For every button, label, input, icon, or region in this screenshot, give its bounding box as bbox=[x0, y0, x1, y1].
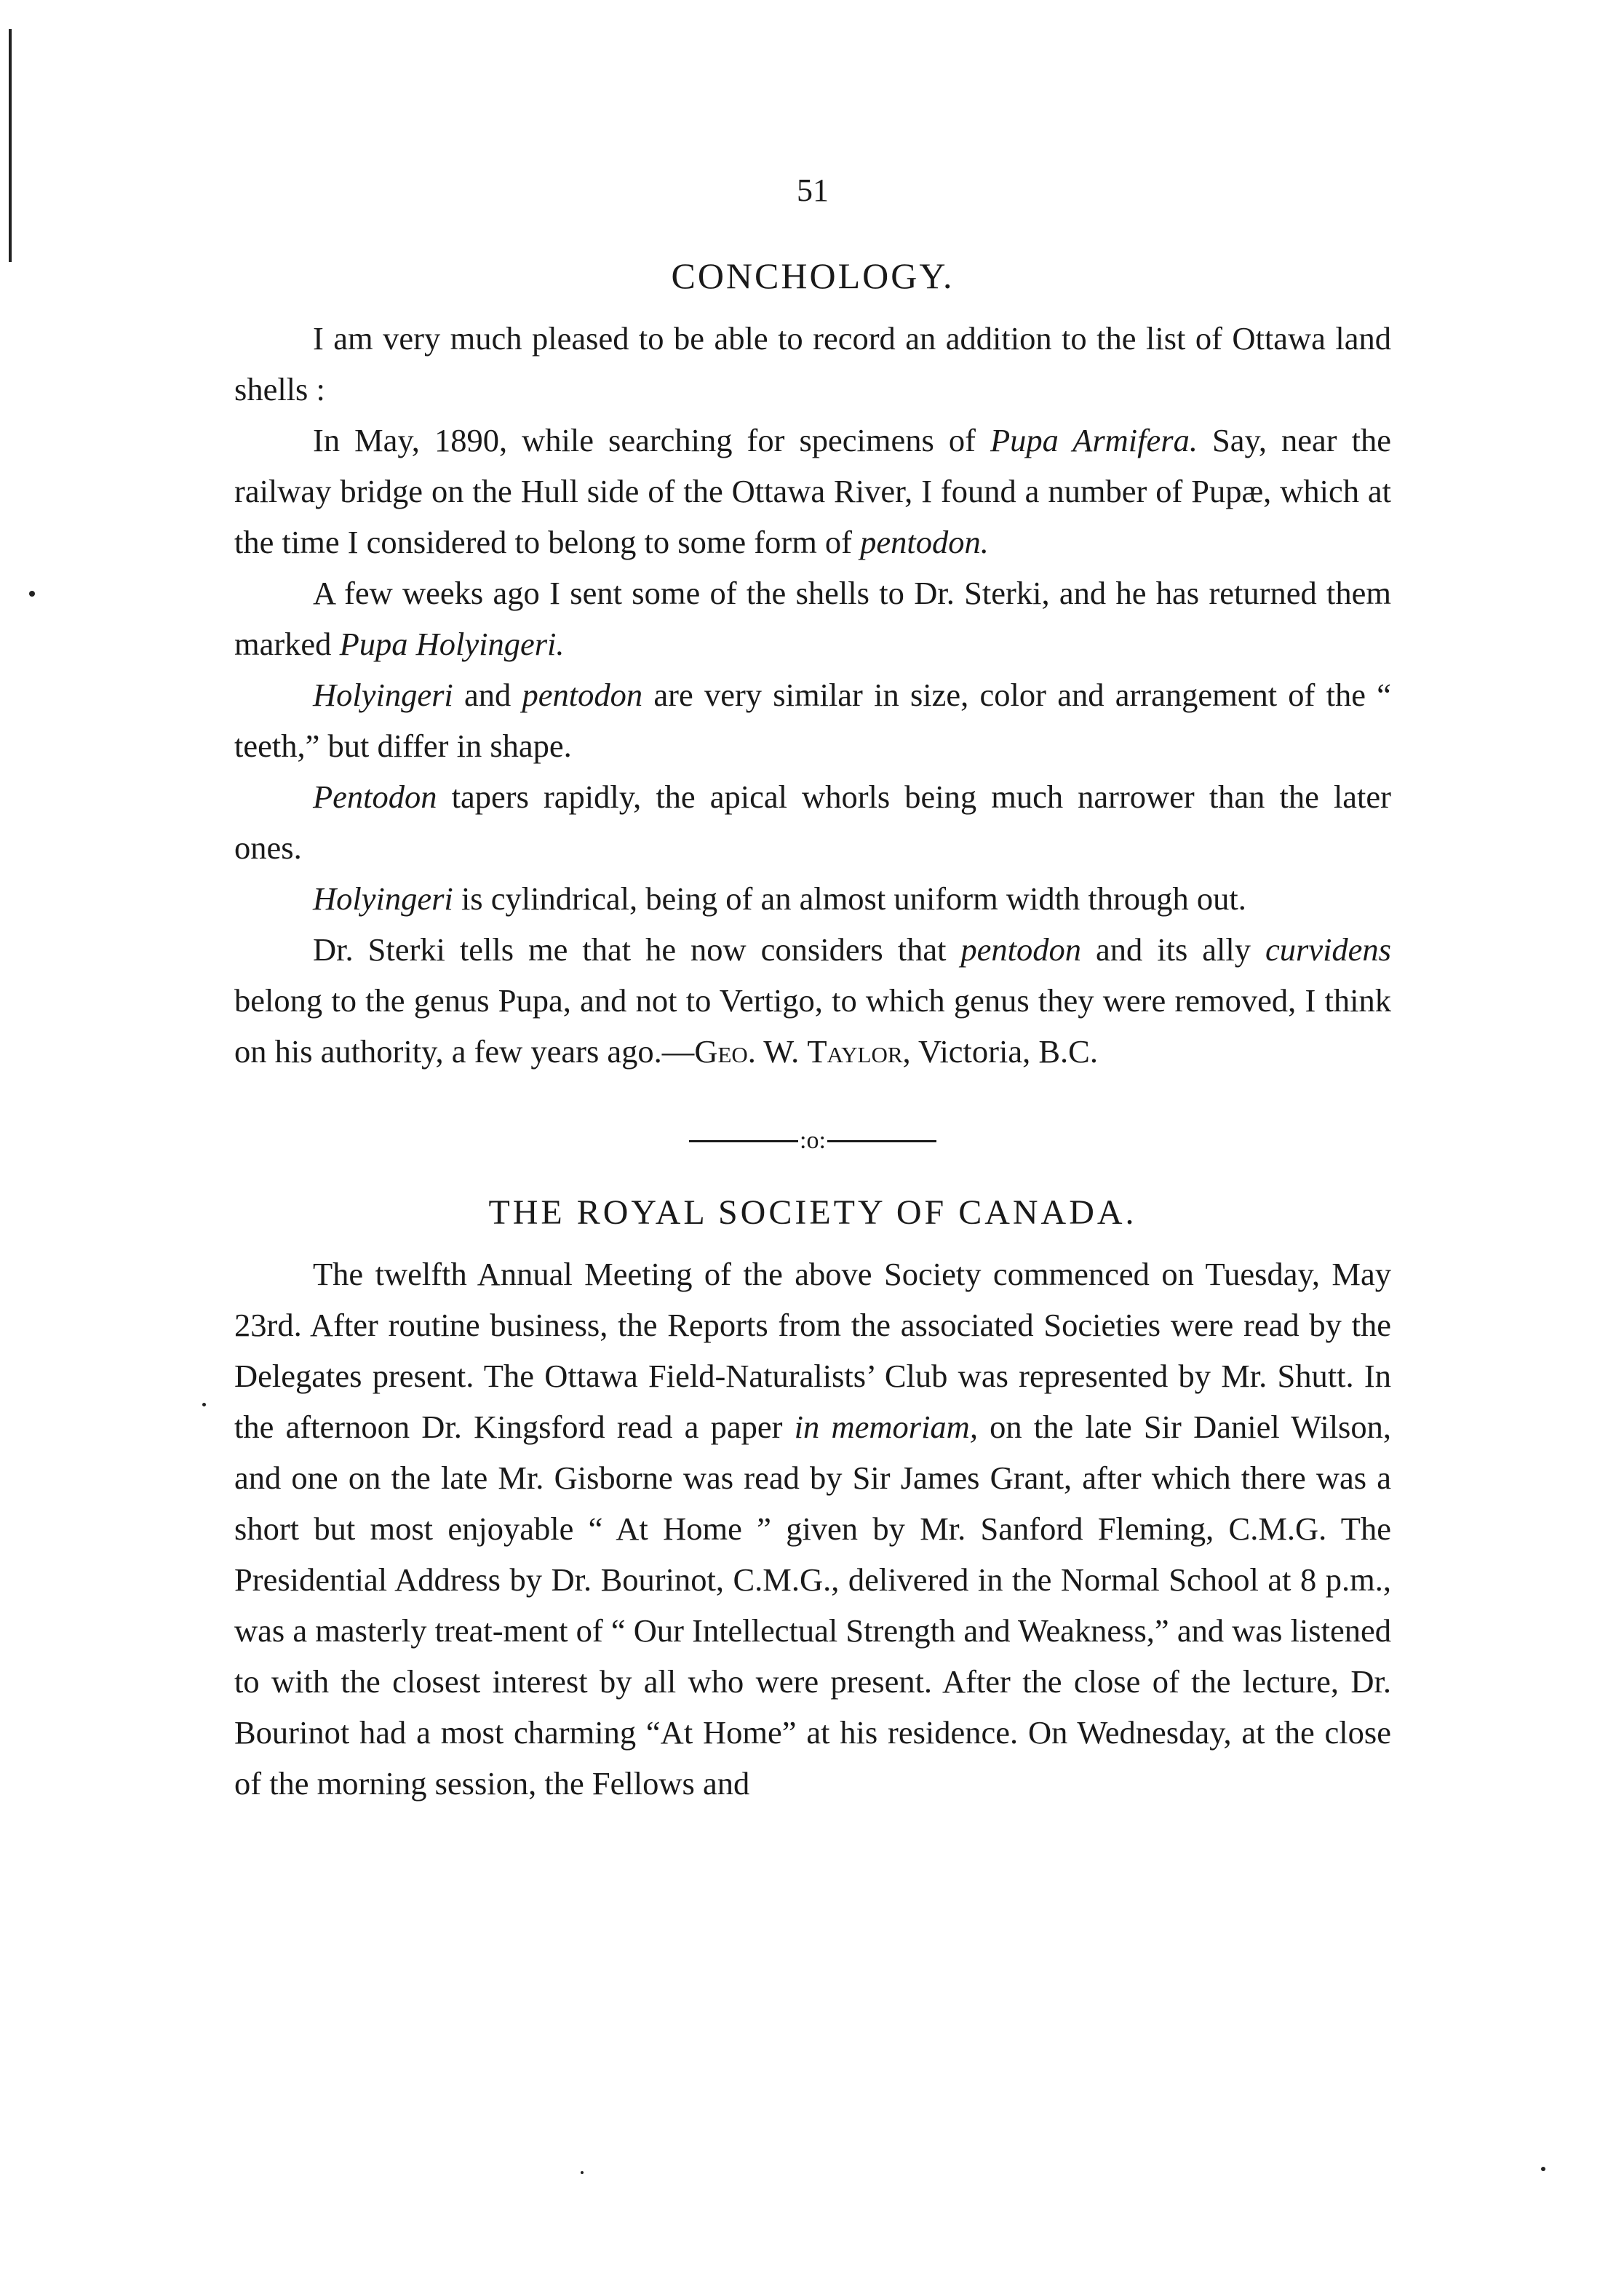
text-run: , Victoria, B.C. bbox=[902, 1033, 1098, 1070]
text-run: Say, near the railway bridge on the Hull side of the Ottawa River, I found a number of Pupæ, which at the time I considered to belong to some form of bbox=[234, 422, 1391, 560]
paragraph bbox=[234, 568, 1391, 669]
paragraph bbox=[234, 873, 1391, 924]
paragraph bbox=[234, 415, 1391, 568]
text-run: on the late Sir Daniel Wilson, and one on the late Mr. Gisborne was read by Sir James Grant, after which there was a short but most enjoyable “ At Home ” given by Mr. Sanford Fleming, C.M.G. The Presidential Address by Dr. Bourinot, C.M.G., delivered in the Normal School at 8 p.m., was a masterly treat-ment of “ Our Intellectual Strength and Weakness,” and was listened to with the closest interest by all who were present. After the close of the lecture, Dr. Bourinot had a most charming “At Home” at his residence. On Wednesday, at the close of the morning session, the Fellows and bbox=[234, 1409, 1391, 1802]
italic-text: in memoriam, bbox=[794, 1409, 978, 1446]
text-run: A few weeks ago I sent some of the shells to Dr. Sterki, and he has returned them marked bbox=[234, 575, 1391, 662]
italic-text: curvidens bbox=[1265, 931, 1392, 968]
small-caps-text: Taylor bbox=[807, 1033, 903, 1070]
page-number: 51 bbox=[797, 172, 829, 208]
section-body-conchology bbox=[234, 313, 1391, 1077]
paragraph bbox=[234, 924, 1391, 1077]
divider-rule-left bbox=[689, 1140, 798, 1142]
divider-mark: :o: bbox=[800, 1127, 826, 1155]
text-run: tapers rapidly, the apical whorls being much narrower than the later ones. bbox=[234, 779, 1391, 866]
small-caps-text: Geo. bbox=[694, 1033, 756, 1070]
scan-speck bbox=[29, 591, 35, 597]
scan-speck bbox=[202, 1403, 206, 1406]
italic-text: Pentodon bbox=[313, 779, 437, 815]
scan-speck bbox=[581, 2171, 584, 2174]
italic-text: pentodon bbox=[522, 677, 643, 713]
text-run: and its ally bbox=[1081, 931, 1265, 968]
paragraph bbox=[234, 771, 1391, 873]
text-run: belong to the genus Pupa, and not to Vertigo, to which genus they were removed, I think on his authority, a few years ago.— bbox=[234, 982, 1391, 1070]
text-run: W. bbox=[755, 1033, 808, 1070]
italic-text: Holyingeri bbox=[313, 880, 453, 917]
divider-rule-right bbox=[827, 1140, 936, 1142]
paragraph bbox=[234, 669, 1391, 771]
scan-speck bbox=[1541, 2167, 1545, 2171]
text-run: is cylindrical, being of an almost uniform width through out. bbox=[453, 880, 1246, 917]
italic-text: pentodon. bbox=[860, 524, 989, 560]
italic-text: Pupa Holyingeri. bbox=[339, 626, 565, 662]
text-run: are very similar in size, color and arrangement of the “ teeth,” but differ in shape. bbox=[234, 677, 1391, 764]
section-heading-royal-society: THE ROYAL SOCIETY OF CANADA. bbox=[488, 1193, 1137, 1233]
paragraph bbox=[234, 313, 1391, 415]
italic-text: pentodon bbox=[960, 931, 1082, 968]
italic-text: Holyingeri bbox=[313, 677, 453, 713]
text-run: Dr. Sterki tells me that he now considers that bbox=[313, 931, 961, 968]
italic-text: Pupa Armifera. bbox=[990, 422, 1198, 458]
text-run: and bbox=[453, 677, 522, 713]
text-run: I am very much pleased to be able to record an addition to the list of Ottawa land shells : bbox=[234, 320, 1391, 407]
section-heading-conchology: CONCHOLOGY. bbox=[671, 255, 955, 296]
page-content bbox=[234, 169, 1391, 1809]
scan-edge-line bbox=[9, 29, 12, 262]
paragraph bbox=[234, 1249, 1391, 1809]
text-run: In May, 1890, while searching for specimens of bbox=[313, 422, 990, 458]
section-divider bbox=[234, 1118, 1391, 1163]
section-body-royal-society bbox=[234, 1249, 1391, 1809]
text-run: The twelfth Annual Meeting of the above Society commenced on Tuesday, May 23rd. After routine business, the Reports from the associated Societies were read by the Delegates present. The Ottawa Field-Naturalists’ Club was represented by Mr. Shutt. In the afternoon Dr. Kingsford read a paper bbox=[234, 1256, 1391, 1446]
